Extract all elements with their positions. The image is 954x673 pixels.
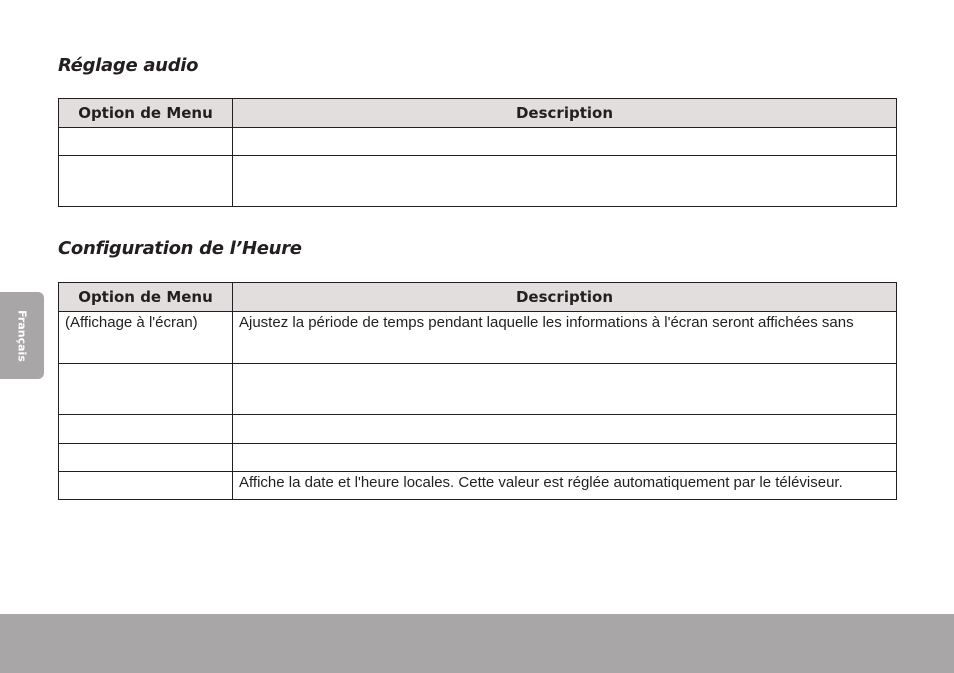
option-cell (59, 364, 233, 415)
column-header-option: Option de Menu (59, 99, 233, 128)
footer-bar (0, 614, 954, 673)
section-title-time-setup: Configuration de l’Heure (58, 238, 302, 259)
table-row (59, 364, 897, 415)
option-cell (59, 128, 233, 156)
audio-settings-table (58, 98, 897, 207)
language-tab-label: Français (15, 309, 29, 362)
option-cell (59, 472, 233, 500)
table-row (59, 415, 897, 444)
option-cell (59, 415, 233, 444)
column-header-description: Description (233, 283, 897, 312)
table-row (59, 312, 897, 364)
section-title-audio: Réglage audio (58, 55, 199, 76)
language-side-tab (0, 292, 44, 379)
table-row (59, 128, 897, 156)
description-cell: Affiche la date et l'heure locales. Cette valeur est réglée automatiquement par le téléviseur. (233, 472, 897, 500)
option-cell (59, 444, 233, 472)
time-setup-table (58, 282, 897, 500)
description-cell (233, 128, 897, 156)
description-cell (233, 444, 897, 472)
option-cell (59, 156, 233, 207)
table-row (59, 444, 897, 472)
description-cell (233, 415, 897, 444)
option-cell: (Affichage à l'écran) (59, 312, 233, 364)
column-header-description: Description (233, 99, 897, 128)
column-header-option: Option de Menu (59, 283, 233, 312)
table-row (59, 156, 897, 207)
description-cell (233, 156, 897, 207)
description-cell (233, 364, 897, 415)
description-cell: Ajustez la période de temps pendant laquelle les informations à l'écran seront affichées sans (233, 312, 897, 364)
table-header-row (59, 99, 897, 128)
table-header-row (59, 283, 897, 312)
table-row (59, 472, 897, 500)
